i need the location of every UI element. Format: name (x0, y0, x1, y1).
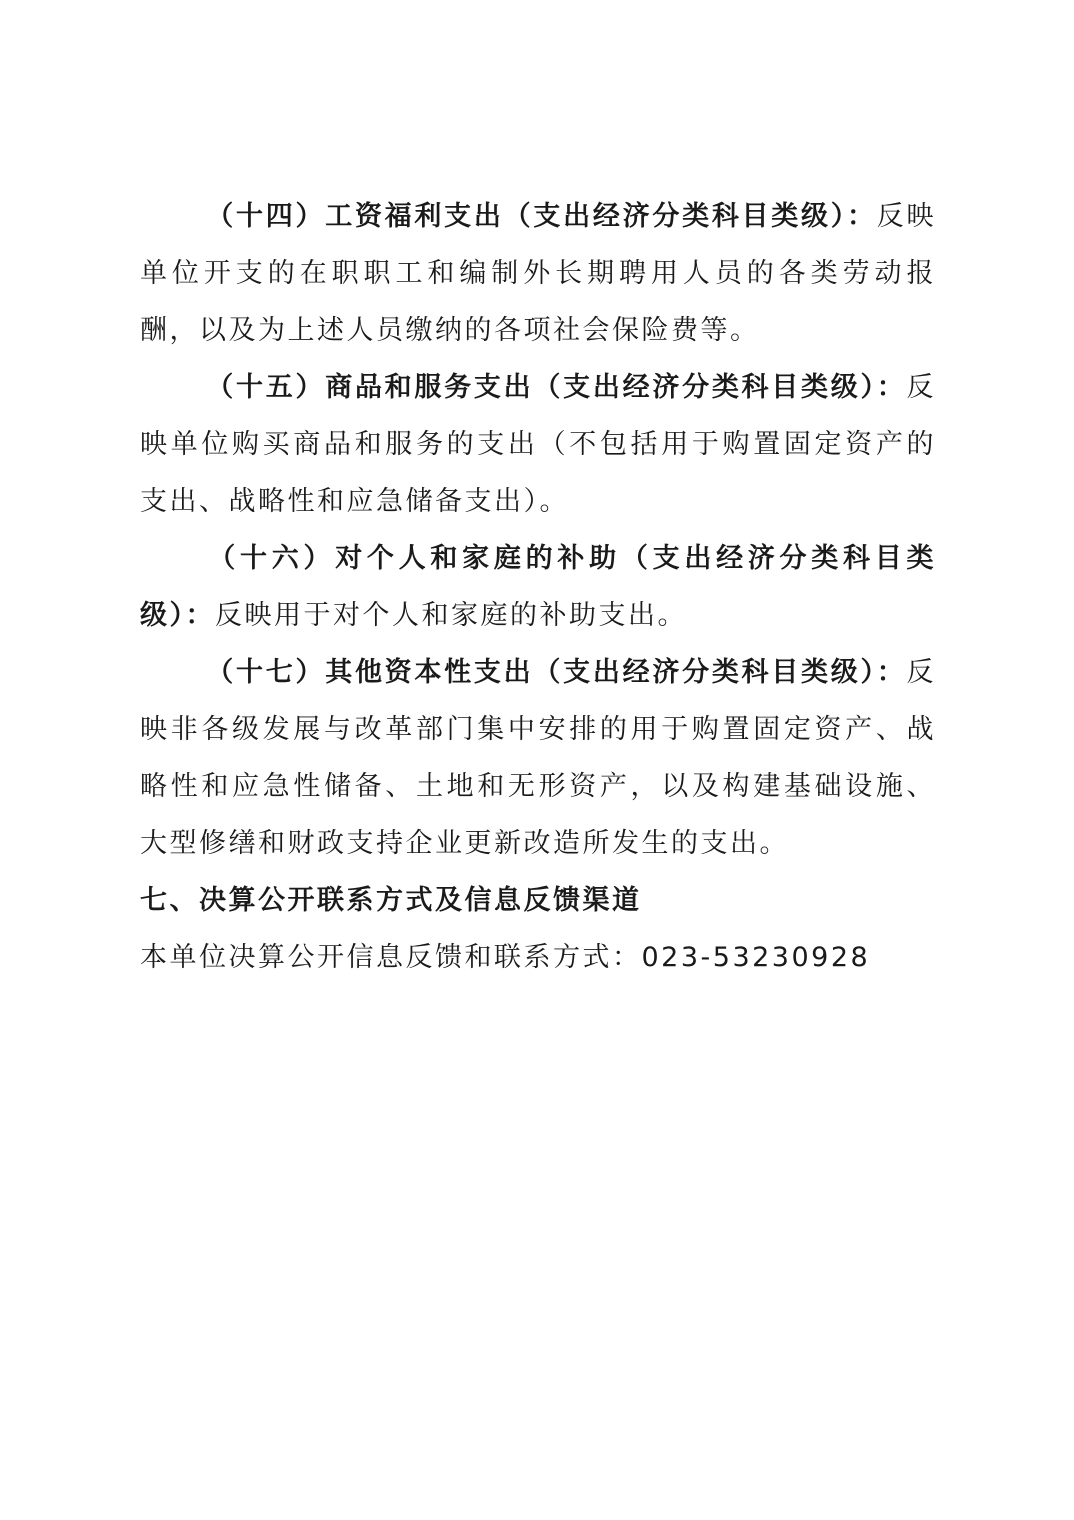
item-text: 反映用于对个人和家庭的补助支出。 (215, 600, 687, 631)
item-term: （十四）工资福利支出（支出经济分类科目类级）： (206, 201, 877, 232)
item-term: （十七）其他资本性支出（支出经济分类科目类级）： (206, 657, 907, 688)
item-term: （十五）商品和服务支出（支出经济分类科目类级）： (206, 372, 907, 403)
contact-phone: 023-53230928 (641, 942, 871, 973)
item-wages-welfare (140, 188, 936, 359)
item-text: 反映单位购买商品和服务的支出（不包括用于购置固定资产的支出、战略性和应急储备支出）。 (140, 372, 936, 517)
contact-line (140, 929, 936, 986)
contact-label: 本单位决算公开信息反馈和联系方式： (140, 942, 642, 973)
section-heading: 七、决算公开联系方式及信息反馈渠道 (140, 885, 642, 916)
item-term: （十六）对个人和家庭的补助（支出经济分类科目类级）： (140, 543, 936, 631)
item-household-subsidy (140, 530, 936, 644)
item-other-capital (140, 644, 936, 872)
document-page (140, 188, 936, 986)
item-goods-services (140, 359, 936, 530)
item-text: 反映非各级发展与改革部门集中安排的用于购置固定资产、战略性和应急性储备、土地和无形资产，以及构建基础设施、大型修缮和财政支持企业更新改造所发生的支出。 (140, 657, 936, 859)
item-text: 反映单位开支的在职职工和编制外长期聘用人员的各类劳动报酬，以及为上述人员缴纳的各项社会保险费等。 (140, 201, 937, 346)
